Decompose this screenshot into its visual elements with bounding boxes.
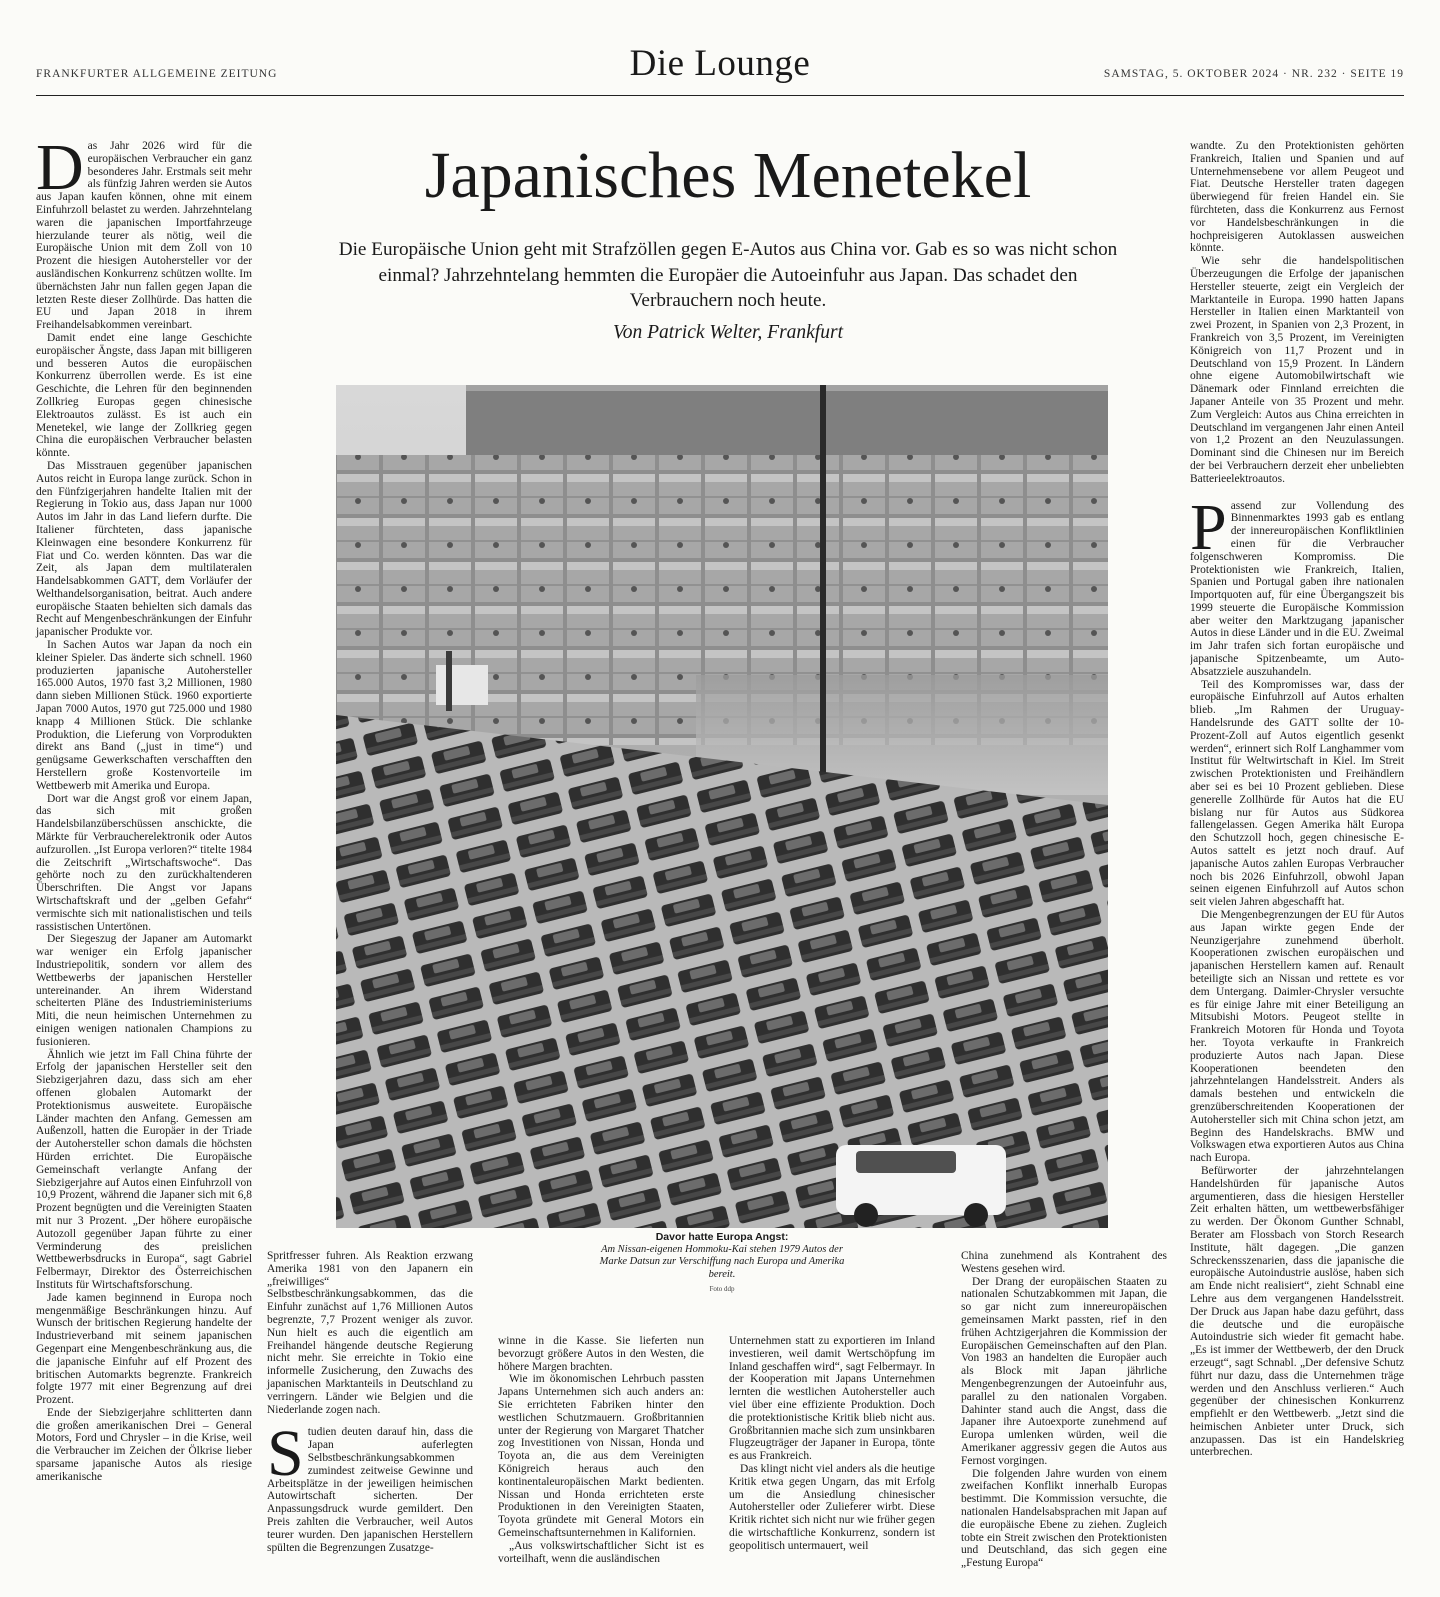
paragraph: Ähnlich wie jetzt im Fall China führte der Erfolg der japanischen Hersteller seit den Siebzigerjahren dazu, dass sich am eher offenen globalen Automarkt der Protektionismus ausweitete. Europäische Länder machten den Anfang. Gemessen am Außenzoll, hatten die Europäer in der Triade der Autohersteller schon damals die höchsten Hürden errichtet. Die Europäische Gemeinschaft verlangte Anfang der Siebzigerjahre auf Autos einen Einfuhrzoll von 10,9 Prozent, während die Japaner sich mit 6,8 Prozent begnügten und die Vereinigten Staaten mit nur 3 Prozent. „Der höhere europäische Autozoll gegenüber Japan führte zu einer Verminderung des preislichen Wettbewerbsdrucks in Europa“, sagt Gabriel Felbermayr, Direktor des Österreichischen Instituts für Wirtschaftsforschung. — [36, 1048, 252, 1291]
column-1 — [36, 131, 252, 1484]
column-3 — [498, 1335, 704, 1565]
paragraph: „Aus volkswirtschaftlicher Sicht ist es vorteilhaft, wenn die ausländischen — [498, 1539, 704, 1565]
paragraph: wandte. Zu den Protektionisten gehörten Frankreich, Italien und Spanien und auf Unternehmensebene vor allem Peugeot und Fiat. Deutsche Hersteller traten dagegen überwiegend für freien Handel ein. Sie fürchteten, dass die Konkurrenz aus Fernost vor Handelsbeschränkungen in die hochpreisigeren Autoklassen ausweichen könnte. — [1190, 140, 1404, 255]
dropcap: S — [267, 1417, 304, 1491]
paragraph: Das Jahr 2026 wird für die europäischen Verbraucher ein ganz besonderes Jahr. Erstmals seit mehr als fünfzig Jahren werden sie Autos aus Japan kaufen können, ohne mit einem Einfuhrzoll belastet zu werden. Jahrzehntelang waren die japanischen Importfahrzeuge hierzulande teurer als nötig, weil die Europäische Union mit dem Zoll von 10 Prozent die hiesigen Autohersteller vor der ausländischen Konkurrenz schützen wollte. Im übernächsten Jahr nun fallen gegen Japan die letzten Reste dieser Zollhürde. Das hatten die EU und Japan 2018 in ihrem Freihandelsabkommen vereinbart. — [36, 131, 252, 332]
paragraph: In Sachen Autos war Japan da noch ein kleiner Spieler. Das änderte sich schnell. 1960 produzierten japanische Autohersteller 165.000 Autos, 1970 fast 3,2 Millionen, 1980 dann sieben Millionen Stück. 1960 exportierte Japan 7000 Autos, 1970 gut 725.000 und 1980 knapp 4 Millionen Stück. Die schlanke Produktion, die Lieferung von Vorprodukten direkt ans Band („just in time“) und genügsame Gewerkschaften verschafften den Herstellern große Kostenvorteile im Wettbewerb mit Amerika und Europa. — [36, 639, 252, 792]
paragraph: Die folgenden Jahre wurden von einem zweifachen Konflikt innerhalb Europas bestimmt. Die Kommission versuchte, die nationalen Handelsabsprachen mit Japan auf die europäische Ebene zu ziehen. Zugleich tobte ein Streit zwischen den Protektionisten und Deutschland, das sich gegen eine „Festung Europa“ — [961, 1467, 1167, 1570]
column-4 — [729, 1335, 935, 1553]
paragraph: China zunehmend als Kontrahent des Westens gesehen wird. — [961, 1250, 1167, 1275]
article-lead: Die Europäische Union geht mit Strafzöllen gegen E-Autos aus China vor. Gab es so was nicht schon einmal? Jahrzehntelang hemmten die Europäer die Autoeinfuhr aus Japan. Das schadet den Verbrauchern noch heute. — [338, 239, 1118, 311]
photo-credit: Foto ddp — [709, 1285, 735, 1293]
article-title: Japanisches Menetekel — [424, 139, 1032, 212]
paragraph: Teil des Kompromisses war, dass der europäische Einfuhrzoll auf Autos erhalten blieb. „Im Rahmen der Uruguay-Handelsrunde des GATT sollte der 10-Prozent-Zoll auf Autos eigentlich gesenkt werden“, erinnert sich Rolf Langhammer vom Institut für Weltwirtschaft in Kiel. Im Streit zwischen Protektionisten und Freihändlern aber sei es bei 10 Prozent geblieben. Diese generelle Zollhürde für Autos hat die EU bislang nur für Autos aus Südkorea fallengelassen. Gegen Amerika hält Europa den Schutzzoll hoch, gegen chinesische E-Autos sattelt es jetzt noch drauf. Auf japanische Autos zahlen Europas Verbraucher noch bis 2026 Einfuhrzoll, obwohl Japan seinen eigenen Einfuhrzoll auf Autos schon seit vielen Jahren abgeschafft hat. — [1190, 678, 1404, 909]
paragraph: winne in die Kasse. Sie lieferten nun bevorzugt größere Autos in den Westen, die höhere Margen brachten. — [498, 1335, 704, 1373]
column-2 — [267, 1250, 473, 1554]
caption-text: Am Nissan-eigenen Hommoku-Kai stehen 1979 Autos der Marke Datsun zur Verschiffung nach Europa und Amerika bereit. — [599, 1243, 845, 1280]
newspaper-name: FRANKFURTER ALLGEMEINE ZEITUNG — [36, 68, 278, 80]
caption-heading: Davor hatte Europa Angst: — [655, 1231, 789, 1243]
column-5 — [961, 1250, 1167, 1570]
paragraph: Dort war die Angst groß vor einem Japan, das sich mit großen Handelsbilanzüberschüssen anschickte, die Märkte für Verbraucherelektronik oder Autos aufzurollen. „Ist Europa verloren?“ titelte 1984 die Zeitschrift „Wirtschaftswoche“. Das gehörte noch zu den zurückhaltenderen Überschriften. Die Angst vor Japans Wirtschaftskraft und der „gelben Gefahr“ vermischte sich mit nationalistischen und teils rassistischen Untertönen. — [36, 792, 252, 933]
paragraph: Der Drang der europäischen Staaten zu nationalen Schutzabkommen mit Japan, die so gar nicht zum innereuropäischen gemeinsamen Markt passten, rief in den frühen Achtzigerjahren die Kommission der Europäischen Gemeinschaften auf den Plan. Von 1983 an handelten die Europäer auch als Block mit Japan jährliche Mengenbegrenzungen der Autoeinfuhr aus, parallel zu den nationalen Vorgaben. Dahinter stand auch die Angst, dass die Japaner ihre Autoexporte zunehmend auf Europa umlenken würden, weil die Amerikaner aggressiv gegen die Autos aus Fernost vorgingen. — [961, 1275, 1167, 1467]
paragraph: Ende der Siebzigerjahre schlitterten dann die großen amerikanischen Drei – General Motors, Ford und Chrysler – in die Krise, weil die Verbraucher im Zeichen der Ölkrise lieber sparsame japanische Autos als riesige amerikanische — [36, 1406, 252, 1483]
issue-info: SAMSTAG, 5. OKTOBER 2024 · NR. 232 · SEITE 19 — [1103, 68, 1404, 80]
section-title: Die Lounge — [629, 43, 811, 84]
paragraph: Das klingt nicht viel anders als die heutige Kritik etwa gegen Ungarn, das mit Erfolg um die Ansiedlung chinesischer Autohersteller oder Zulieferer wirbt. Diese Kritik richtet sich nicht nur wie früher gegen die wirtschaftliche Konkurrenz, sondern ist geopolitisch untermauert, weil — [729, 1462, 935, 1552]
dropcap: P — [1190, 490, 1227, 564]
paragraph: Der Siegeszug der Japaner am Automarkt war weniger ein Erfolg japanischer Industriepolitik, sondern vor allem des Wettbewerbs der japanischen Hersteller untereinander. An ihrem Widerstand scheiterten Pläne des Industrieministeriums Miti, die neun heimischen Unternehmen zu einigen wenigen nationalen Champions zu fusionieren. — [36, 933, 252, 1048]
paragraph: Damit endet eine lange Geschichte europäischer Ängste, dass Japan mit billigeren und besseren Autos die europäischen Konkurrenz überrollen werde. Es ist eine Geschichte, die Lehren für den beginnenden Zollkrieg Europas gegen chinesische Elektroautos zulässt. Es ist auch ein Menetekel, wie lange der Zollkrieg gegen China die europäischen Verbraucher belasten könnte. — [36, 331, 252, 460]
photo-caption — [598, 1231, 846, 1296]
paragraph: Wie im ökonomischen Lehrbuch passten Japans Unternehmen sich auch anders an: Sie errichteten Fabriken hinter den westlichen Schutzmauern. Großbritannien unter der Regierung von Margaret Thatcher zog Investitionen von Nissan, Honda und Toyota an, die aus dem Vereinigten Königreich heraus auch den kontinentaleuropäischen Markt bedienten. Nissan und Honda errichteten erste Produktionen in den Vereinigten Staaten, Toyota gründete mit General Motors ein Gemeinschaftsunternehmen in Kalifornien. — [498, 1373, 704, 1539]
article-photo — [336, 385, 1108, 1228]
paragraph: Wie sehr die handelspolitischen Überzeugungen die Erfolge der japanischen Hersteller steuerte, zeigt ein Vergleich der Marktanteile in Europa. 1990 hatten Japans Hersteller in Italien einen Marktanteil von zwei Prozent, in Spanien von 2,3 Prozent, in Frankreich von 3,5 Prozent, im Vereinigten Königreich von 11,7 Prozent und in Deutschland von 15,9 Prozent. In Ländern ohne eigene Automobilwirtschaft wie Dänemark oder Finnland erreichten die Japaner Anteile von 35 Prozent und mehr. Zum Vergleich: Autos aus China erreichten in Deutschland im vergangenen Jahr einen Anteil von 1,2 Prozent an den Neuzulassungen. Dominant sind die Chinesen nur im Bereich der bei Verbrauchern derzeit eher unbeliebten Batterieelektroautos. — [1190, 255, 1404, 485]
dropcap: D — [36, 131, 84, 204]
paragraph: Unternehmen statt zu exportieren im Inland investieren, weil damit Wertschöpfung im Inland geschaffen wird“, sagt Felbermayr. In der Kooperation mit Japans Unternehmen lernten die westlichen Autohersteller auch viel über eine effiziente Produktion. Doch die protektionistische Kritik blieb nicht aus. Großbritannien mache sich zum unsinkbaren Flugzeugträger der Japaner in Europa, tönte es aus Frankreich. — [729, 1335, 935, 1463]
photo-port-cars — [336, 385, 1108, 1228]
paragraph: Jade kamen beginnend in Europa noch mengenmäßige Beschränkungen hinzu. Auf Wunsch der britischen Regierung handelte der Industrieverband mit seinem japanischen Gegenpart eine Mengenbeschränkung aus, die die japanische Einfuhr auf elf Prozent des britischen Automarkts begrenzte. Frankreich folgte 1977 mit einer Begrenzung auf drei Prozent. — [36, 1291, 252, 1407]
paragraph: Das Misstrauen gegenüber japanischen Autos reicht in Europa lange zurück. Schon in den Fünfzigerjahren handelte Italien mit der Regierung in Tokio aus, dass Japan nur 1000 Autos im Jahr in das Land liefern durfte. Die Italiener fürchteten, dass japanische Kleinwagen eine besondere Konkurrenz für Fiat und Co. werden könnten. Das war die Zeit, als Japan dem multilateralen Handelsabkommen GATT, dem Vorläufer der Welthandelsorganisation, beitrat. Auch andere europäische Staaten behielten sich damals das Recht auf Mengenbeschränkungen der Einfuhr japanischer Produkte vor. — [36, 459, 252, 639]
paragraph: Befürworter der jahrzehntelangen Handelshürden für japanische Autos argumentieren, dass die hiesigen Hersteller Zeit erhalten hätten, um wettbewerbsfähiger zu werden. Der Ökonom Gunther Schnabl, Berater am Flossbach von Storch Research Institute, hält dagegen. „Die ganzen Schreckensszenarien, dass die japanische die europäische Autoindustrie auslöse, haben sich am Ende nicht realisiert“, zieht Schnabl eine Lehre aus dem vergangenen Handelsstreit. Der Druck aus Japan habe dazu geführt, dass die deutsche und die europäische Autoindustrie sich wieder fit gemacht habe. „Es ist immer der Wettbewerb, der den Druck erzeugt“, sagt Schnabl. „Der defensive Schutz führt nur dazu, dass die Unternehmen träge werden und den Anschluss verlieren.“ Auch gegenüber der chinesischen Konkurrenz empfiehlt er den Wettbewerb. „Jetzt sind die heimischen Anbieter unter Druck, sich anzupassen. Das ist ein Handelskrieg unterbrechen. — [1190, 1164, 1404, 1459]
byline: Von Patrick Welter, Frankfurt — [612, 322, 843, 343]
paragraph: Studien deuten darauf hin, dass die Japan auferlegten Selbstbeschränkungsabkommen zumindest zeitweise Gewinne und Arbeitsplätze in der jeweiligen heimischen Autowirtschaft sicherten. Der Anpassungsdruck wurde gemildert. Den Preis zahlten die Verbraucher, weil Autos teurer wurden. Den japanischen Herstellern spülten die Begrenzungen Zusatzge- — [267, 1417, 473, 1554]
masthead — [36, 40, 1404, 96]
paragraph: Die Mengenbegrenzungen der EU für Autos aus Japan wirkte gegen Ende der Neunzigerjahre zunehmend überholt. Kooperationen zwischen europäischen und japanischen Herstellern kamen auf. Renault beteiligte sich an Nissan und rettete es vor dem Untergang. Daimler-Chrysler versuchte es für einige Jahre mit einer Beteiligung an Mitsubishi Motors. Peugeot stellte in Frankreich Motoren für Honda und Toyota her. Toyota verkaufte in Frankreich produzierte Autos nach Japan. Diese Kooperationen beendeten den jahrzehntelangen Handelsstreit. Anders als damals bestehen und entwickeln die grenzüberschreitenden Kooperationen der Autohersteller sich mit China schon jetzt, am Beginn des Handelskrachs. BMW und Volkswagen etwa exportieren Autos aus China nach Europa. — [1190, 909, 1404, 1165]
paragraph: Passend zur Vollendung des Binnenmarktes 1993 gab es entlang der innereuropäischen Konfliktlinien einen für die Verbraucher folgenschweren Kompromiss. Die Protektionisten wie Frankreich, Italien, Spanien und Portugal gaben ihre nationalen Importquoten auf, für eine Übergangszeit bis 1999 steuerte die Europäische Kommission aber weiter den Marktzugang japanischer Autos in diese Länder und in die EU. Zweimal im Jahr trafen sich fortan europäische und japanische Spitzenbeamte, um Auto-Absatzziele auszuhandeln. — [1190, 490, 1404, 678]
column-6 — [1190, 140, 1404, 1592]
paragraph: Spritfresser fuhren. Als Reaktion erzwang Amerika 1981 von den Japanern ein „freiwilliges“ Selbstbeschränkungsabkommen, das die Einfuhr zunächst auf 1,76 Millionen Autos begrenzte, 7,7 Prozent weniger als zuvor. Nun hielt es auch die eigentlich am Freihandel hängende deutsche Regierung nicht mehr. Sie erreichte in Tokio eine informelle Zusicherung, den Zuwachs des japanischen Marktanteils in Deutschland zu verringern. Länder wie Belgien und die Niederlande zogen nach. — [267, 1250, 473, 1416]
